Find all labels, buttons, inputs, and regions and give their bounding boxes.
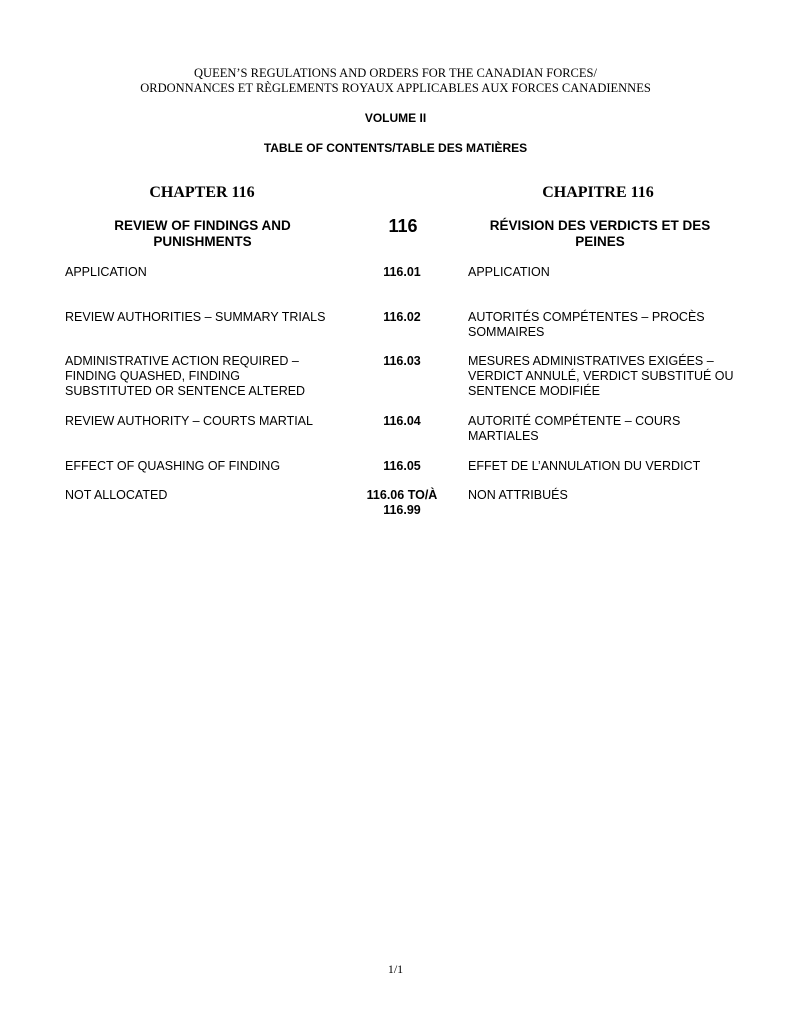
chapter-label-french: CHAPITRE 116 [542, 184, 654, 201]
toc-entry-number: 116.02 [383, 310, 421, 324]
toc-entry-french: APPLICATION [468, 265, 550, 279]
toc-entry-english: ADMINISTRATIVE ACTION REQUIRED – FINDING QUASHED, FINDING SUBSTITUTED OR SENTENCE ALTERED [65, 354, 306, 398]
toc-entry-english: APPLICATION [65, 265, 147, 279]
toc-entry-french: AUTORITÉ COMPÉTENTE – COURS MARTIALES [468, 414, 681, 443]
toc-entry-number: 116.03 [383, 354, 421, 368]
toc-entry-number: 116.04 [383, 414, 421, 428]
toc-entry-english: REVIEW AUTHORITY – COURTS MARTIAL [65, 414, 313, 428]
toc-entry-french: NON ATTRIBUÉS [468, 488, 568, 502]
toc-title: TABLE OF CONTENTS/TABLE DES MATIÈRES [263, 141, 528, 155]
toc-entry-french: EFFET DE L’ANNULATION DU VERDICT [468, 459, 701, 473]
toc-entry-french: MESURES ADMINISTRATIVES EXIGÉES – VERDICT ANNULÉ, VERDICT SUBSTITUÉ OU SENTENCE MODIFIÉE [468, 354, 734, 398]
page-number: 1/1 [387, 962, 404, 976]
chapter-label-english: CHAPTER 116 [149, 184, 255, 201]
toc-entry-number: 116.01 [383, 265, 421, 279]
volume-label: VOLUME II [364, 111, 427, 125]
document-header [0, 66, 791, 96]
header-line-english: QUEEN’S REGULATIONS AND ORDERS FOR THE CANADIAN FORCES/ [194, 66, 597, 80]
chapter-title-french: RÉVISION DES VERDICTS ET DES PEINES [489, 218, 711, 249]
toc-entry-english: NOT ALLOCATED [65, 488, 168, 502]
toc-entry-number: 116.06 TO/À 116.99 [366, 488, 438, 517]
toc-entry-number: 116.05 [383, 459, 421, 473]
header-line-french: ORDONNANCES ET RÈGLEMENTS ROYAUX APPLICABLES AUX FORCES CANADIENNES [140, 81, 651, 95]
toc-entry-french: AUTORITÉS COMPÉTENTES – PROCÈS SOMMAIRES [468, 310, 705, 339]
toc-entry-english: EFFECT OF QUASHING OF FINDING [65, 459, 281, 473]
toc-entry-english: REVIEW AUTHORITIES – SUMMARY TRIALS [65, 310, 326, 324]
chapter-title-english: REVIEW OF FINDINGS AND PUNISHMENTS [114, 218, 291, 249]
chapter-number: 116 [388, 216, 418, 236]
